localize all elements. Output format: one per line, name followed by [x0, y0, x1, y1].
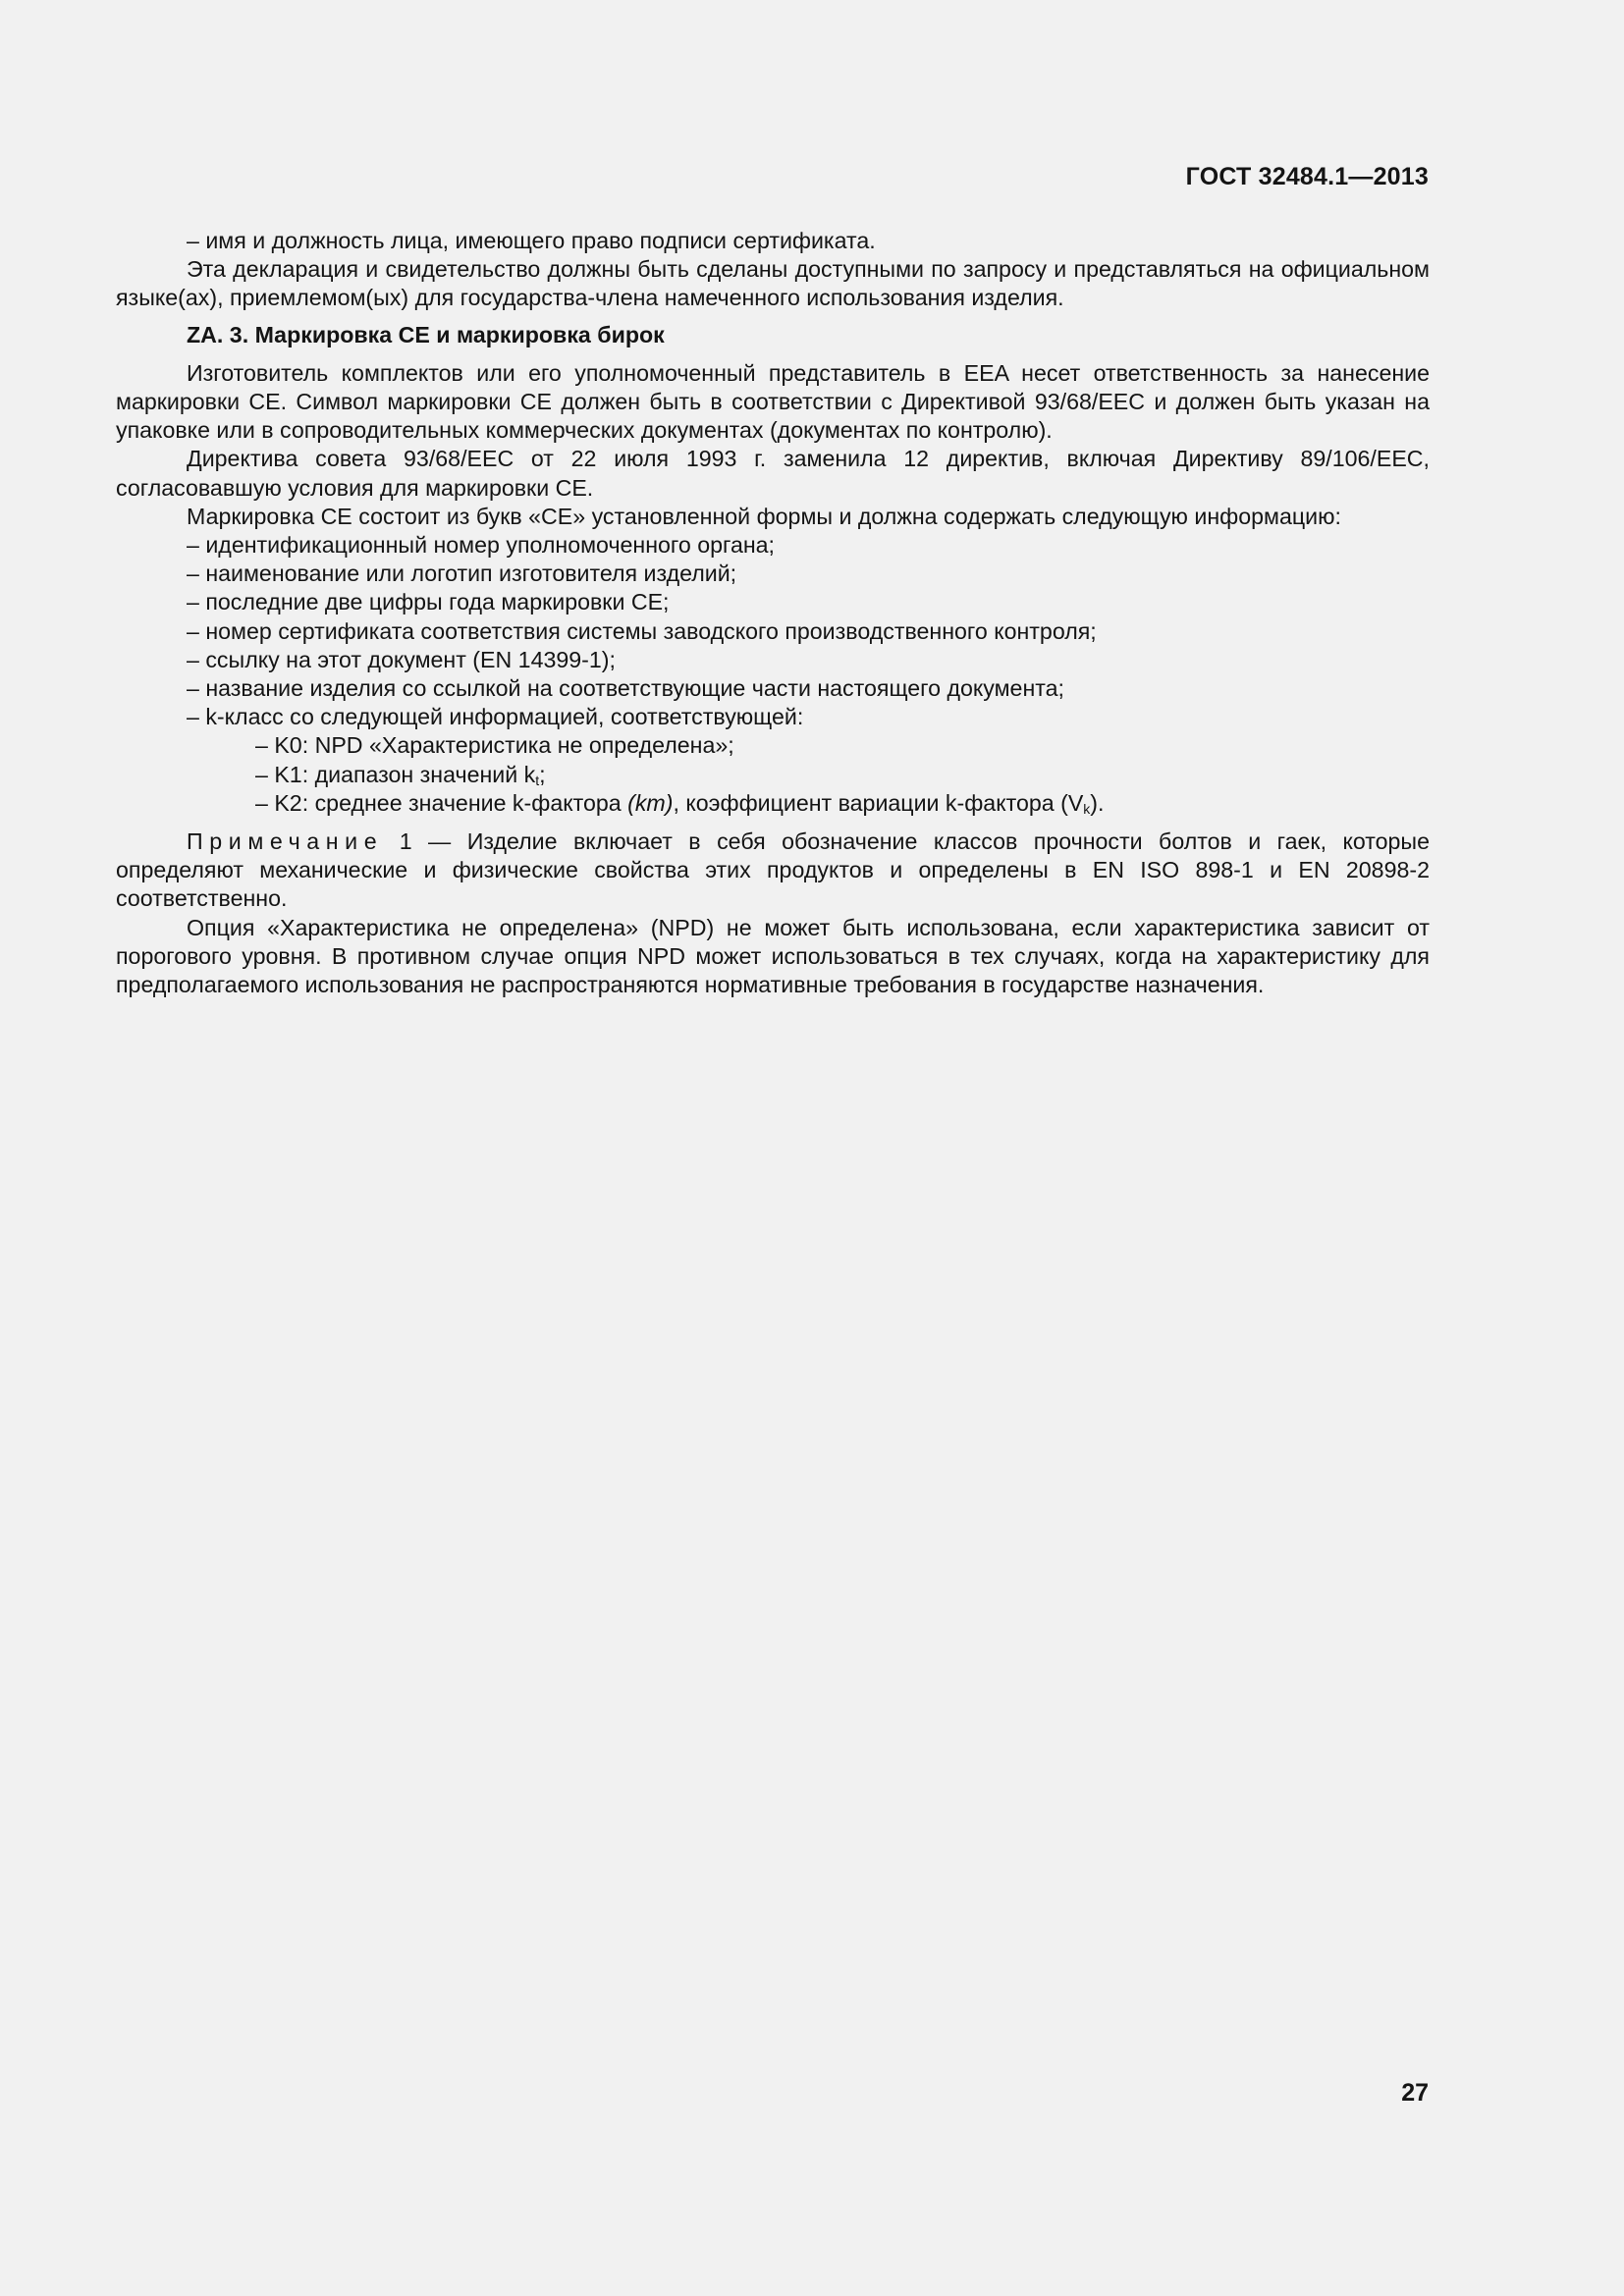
paragraph-manufacturer: Изготовитель комплектов или его уполномоченный представитель в EEA несет ответственность за нанесение маркировки CE. Символ маркировки CE должен быть в соответствии с Директивой 93/68/EEC и должен быть указан на упаковке или в сопроводительных коммерческих документах (документах по контролю). [116, 359, 1430, 444]
sublist-item-k0: – K0: NPD «Характеристика не определена»; [255, 732, 734, 759]
paragraph-directive: Директива совета 93/68/EEC от 22 июля 1993 г. заменила 12 директив, включая Директиву 89/106/EEC, согласовавшую условия для маркировки CE. [116, 446, 1430, 501]
paragraph-npd-option: Опция «Характеристика не определена» (NPD) не может быть использована, если характеристика зависит от порогового уровня. В противном случае опция NPD может использоваться в тех случаях, когда на характеристику для предполагаемого использования не распространяются нормативные требования в государстве назначения. [116, 914, 1430, 998]
sublist-item-k1: – K1: диапазон значений $k_t$; [255, 761, 546, 788]
document-header: ГОСТ 32484.1—2013 [1185, 163, 1429, 190]
paragraph-ce-marking: Маркировка CE состоит из букв «CE» установленной формы и должна содержать следующую информацию: [187, 503, 1341, 529]
list-item: – k-класс со следующей информацией, соответствующей: [187, 704, 804, 730]
list-item: – ссылку на этот документ (EN 14399-1); [187, 646, 616, 672]
note-number: 1 [399, 828, 412, 855]
sublist-item-k2: – K2: среднее значение k-фактора (km), коэффициент вариации k-фактора $(V_k)$. [255, 789, 1105, 817]
page-number: 27 [1401, 2079, 1429, 2107]
list-item-signatory: – имя и должность лица, имеющего право подписи сертификата. [187, 228, 876, 253]
note-text: — Изделие включает в себя обозначение классов прочности болтов и гаек, которые определяют механические и физические свойства этих продуктов и определены в EN ISO 898-1 и EN 20898-2 соответственно. [116, 828, 1430, 912]
page-content [116, 227, 1430, 999]
list-item: – идентификационный номер уполномоченного органа; [187, 532, 775, 559]
note-label: Примечание [187, 828, 384, 855]
list-item: – номер сертификата соответствия системы заводского производственного контроля; [187, 617, 1097, 644]
list-item: – название изделия со ссылкой на соответствующие части настоящего документа; [187, 675, 1064, 702]
list-item: – наименование или логотип изготовителя изделий; [187, 561, 737, 587]
list-item: – последние две цифры года маркировки CE; [187, 589, 670, 615]
paragraph-declaration: Эта декларация и свидетельство должны быть сделаны доступными по запросу и представляться на официальном языке(ах), приемлемом(ых) для государства-члена намеченного использования изделия. [116, 256, 1430, 311]
note-paragraph [116, 828, 1430, 914]
section-heading: ZA. 3. Маркировка CE и маркировка бирок [187, 321, 665, 347]
